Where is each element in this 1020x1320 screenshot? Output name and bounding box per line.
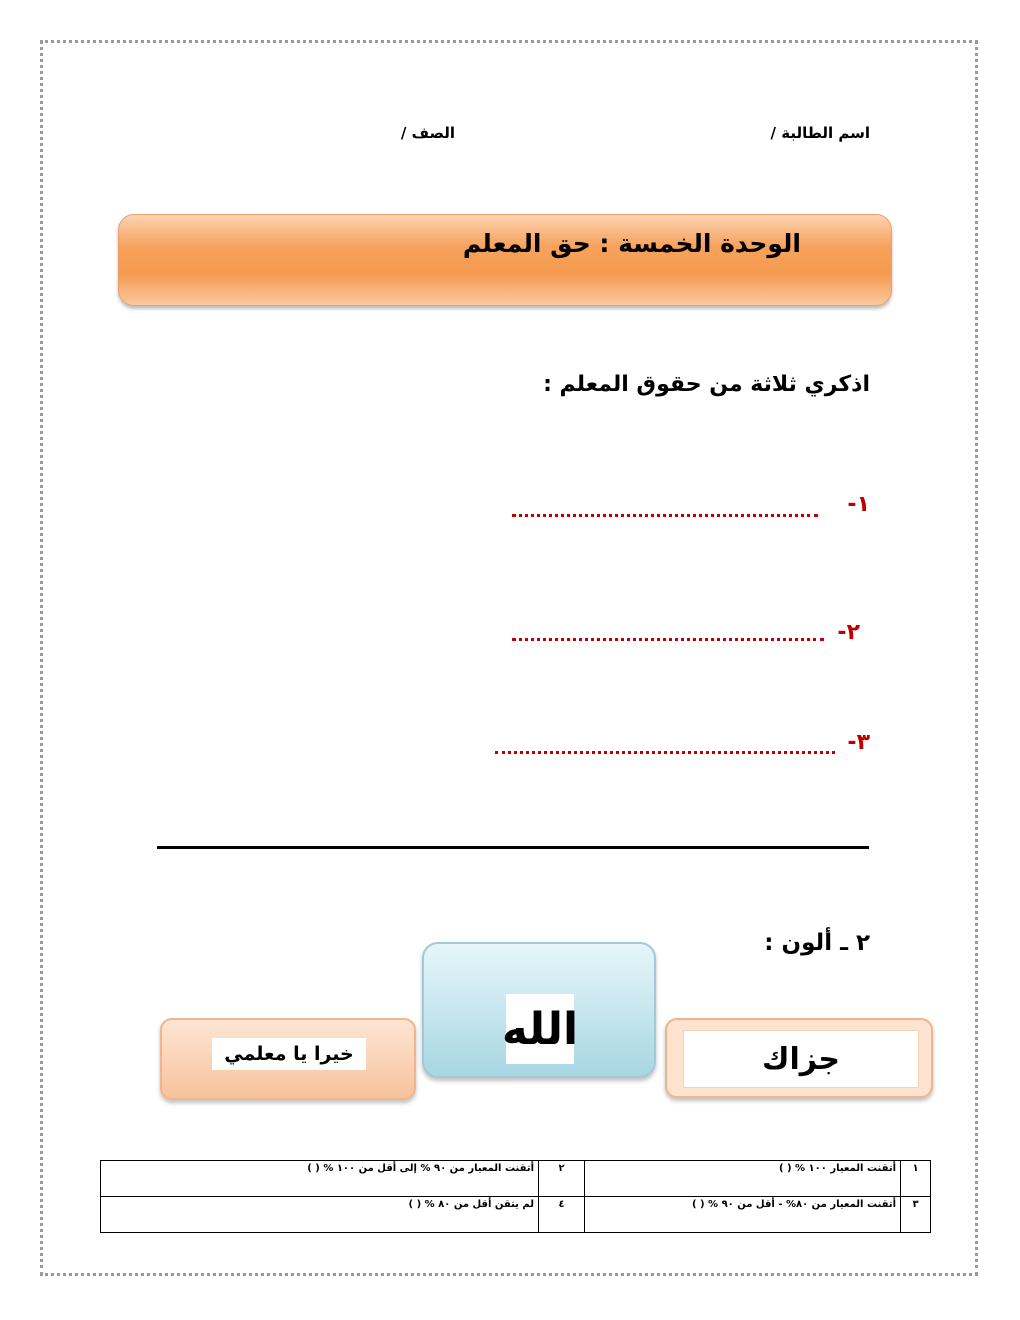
- rubric-row: [101, 1161, 931, 1197]
- answer-line-3[interactable]: [495, 751, 835, 754]
- rubric-criterion: أتقنت المعيار ١٠٠ % ( ): [585, 1161, 901, 1197]
- answer-number-3: ٣-: [847, 730, 870, 755]
- rubric-table: [100, 1160, 931, 1233]
- answer-number-2: ٢-: [837, 620, 860, 645]
- word-box-allah[interactable]: [422, 942, 656, 1078]
- rubric-num: ٣: [901, 1197, 931, 1233]
- coloring-label: ٢ ـ ألون :: [764, 930, 870, 956]
- word-box-jazak[interactable]: [665, 1018, 933, 1098]
- word-allah: الله: [506, 994, 574, 1064]
- answer-number-1: ١-: [847, 492, 870, 517]
- rubric-num: ١: [901, 1161, 931, 1197]
- section-divider: [157, 846, 869, 849]
- word-box-khayran[interactable]: [160, 1018, 416, 1100]
- word-khayran: خيرا يا معلمي: [212, 1038, 366, 1070]
- unit-banner: [118, 214, 892, 306]
- word-jazak: جزاك: [683, 1030, 919, 1088]
- rubric-criterion: أتقنت المعيار من ٩٠ % إلى أقل من ١٠٠ % ( ): [101, 1161, 539, 1197]
- student-name-label: اسم الطالبة /: [770, 124, 870, 142]
- answer-line-2[interactable]: [512, 638, 824, 641]
- rubric-criterion: أتقنت المعيار من ٨٠% - أقل من ٩٠ % ( ): [585, 1197, 901, 1233]
- rubric-num: ٤: [539, 1197, 585, 1233]
- question-text: اذكري ثلاثة من حقوق المعلم :: [543, 372, 870, 397]
- class-label: الصف /: [400, 124, 455, 142]
- rubric-criterion: لم يتقن أقل من ٨٠ % ( ): [101, 1197, 539, 1233]
- rubric-num: ٢: [539, 1161, 585, 1197]
- rubric-row: [101, 1197, 931, 1233]
- answer-line-1[interactable]: [512, 514, 818, 517]
- unit-title: الوحدة الخمسة : حق المعلم: [462, 229, 801, 258]
